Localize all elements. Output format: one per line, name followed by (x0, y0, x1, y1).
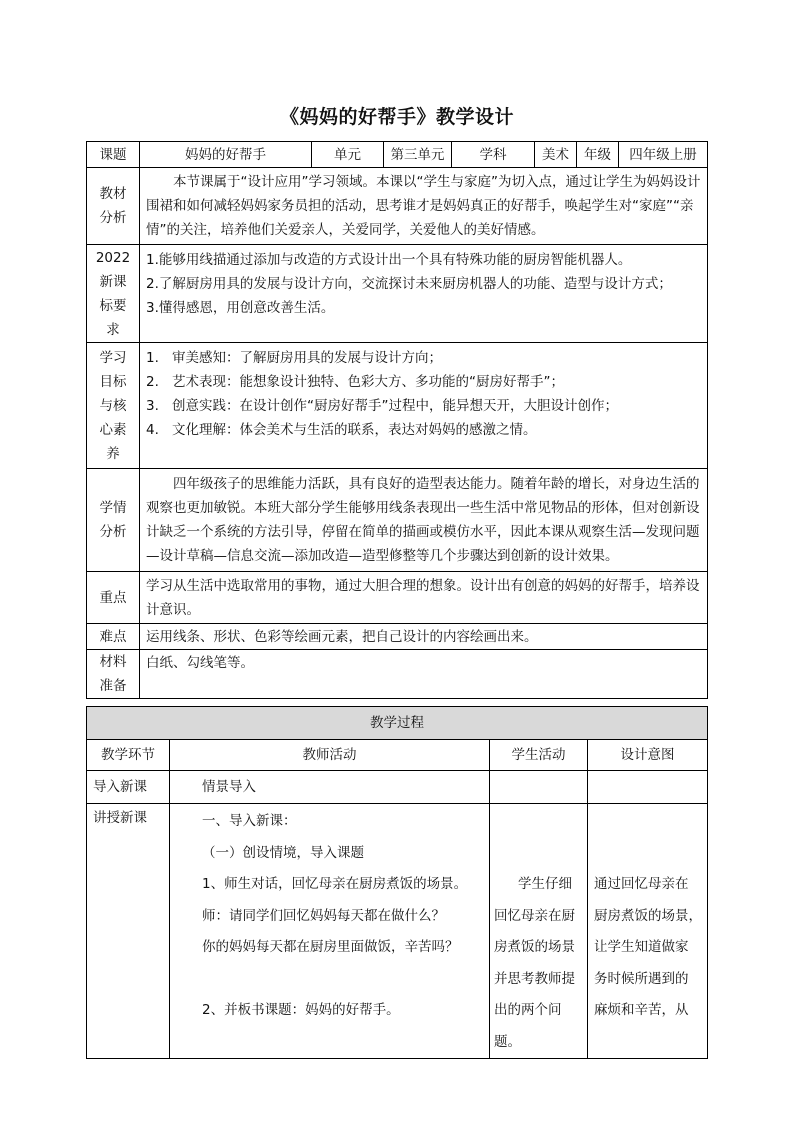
intent-line: 厨房煮饭的场景， (594, 907, 702, 924)
goal-item: 4. 文化理解：体会美术与生活的联系，表达对妈妈的感激之情。 (146, 422, 537, 438)
analysis-text: 本节课属于“设计应用”学习领域。本课以“学生与家庭”为切入点，通过让学生为妈妈设计围裙和如何减轻妈妈家务员担的活动，思考谁才是妈妈真正的好帮手，唤起学生对“家庭”“亲情”的关注，培养他们关爱亲人，关爱同学，关爱他人的美好情感。 (140, 168, 708, 245)
lecture-intent (588, 804, 708, 1059)
unit-value: 第三单元 (384, 142, 452, 168)
teacher-line: 一、导入新课： (202, 813, 297, 829)
intro-intent (588, 771, 708, 804)
intro-teacher: 情景导入 (170, 771, 490, 804)
lecture-student (490, 804, 588, 1059)
standards-list (140, 245, 708, 343)
goal-item: 1. 审美感知：了解厨房用具的发展与设计方向； (146, 350, 442, 366)
teacher-line: 师：请同学们回忆妈妈每天都在做什么？ (202, 907, 445, 924)
teacher-line: （一）创设情境，导入课题 (202, 844, 364, 861)
intent-line: 务时候所遇到的 (594, 970, 689, 987)
student-line: 并思考教师提 (494, 970, 575, 987)
standard-item: 3.懂得感恩，用创意改善生活。 (146, 300, 335, 316)
document-title: 《妈妈的好帮手》教学设计 (279, 106, 514, 128)
teacher-line (202, 964, 489, 996)
teaching-process-table (86, 706, 708, 1059)
student-line: 回忆母亲在厨 (494, 907, 575, 924)
standards-label: 2022 新课 标要 求 (87, 245, 140, 343)
goal-item: 2. 艺术表现：能想象设计独特、色彩大方、多功能的“厨房好帮手”； (146, 374, 564, 390)
standard-item: 1.能够用线描通过添加与改造的方式设计出一个具有特殊功能的厨房智能机器人。 (146, 252, 632, 268)
column-header-teacher: 教师活动 (170, 740, 490, 771)
teacher-line: 你的妈妈每天都在厨房里面做饭，辛苦吗？ (202, 939, 459, 955)
intro-student (490, 771, 588, 804)
lesson-value: 妈妈的好帮手 (140, 142, 312, 168)
materials-label: 材料 准备 (87, 650, 140, 699)
analysis-label: 教材 分析 (87, 168, 140, 245)
subject-value: 美术 (535, 142, 577, 168)
student-line: 学生仔细 (518, 876, 572, 892)
materials-text: 白纸、勾线笔等。 (140, 650, 708, 699)
learners-text: 四年级孩子的思维能力活跃，具有良好的造型表达能力。随着年龄的增长，对身边生活的观察也更加敏锐。本班大部分学生能够用线条表现出一些生活中常见物品的形体，但对创新设计缺乏一个系统的方法引导，停留在简单的描画或模仿水平，因此本课从观察生活—发现问题—设计草稿—信息交流—添加改造—造型修整等几个步骤达到创新的设计效果。 (140, 469, 708, 572)
lecture-teacher (170, 804, 490, 1059)
intro-stage: 导入新课 (87, 771, 170, 804)
column-header-stage: 教学环节 (87, 740, 170, 771)
goals-label: 学习 目标 与核 心素 养 (87, 343, 140, 469)
lesson-label: 课题 (87, 142, 140, 168)
student-line: 出的两个问题。 (494, 1002, 562, 1050)
subject-label: 学科 (452, 142, 535, 168)
lesson-info-table (86, 141, 708, 699)
goal-item: 3. 创意实践：在设计创作“厨房好帮手”过程中，能异想天开，大胆设计创作； (146, 398, 618, 414)
student-line: 房煮饭的场景 (494, 939, 575, 955)
key-points-label: 重点 (87, 572, 140, 624)
grade-value: 四年级上册 (619, 142, 708, 168)
goals-list (140, 343, 708, 469)
learners-label: 学情 分析 (87, 469, 140, 572)
column-header-intent: 设计意图 (588, 740, 708, 771)
intent-line: 麻烦和辛苦，从 (594, 1002, 689, 1018)
unit-label: 单元 (312, 142, 384, 168)
intent-line: 让学生知道做家 (594, 939, 689, 955)
intent-line: 通过回忆母亲在 (594, 876, 689, 892)
column-header-student: 学生活动 (490, 740, 588, 771)
teacher-line: 1、师生对话，回忆母亲在厨房煮饭的场景。 (202, 876, 468, 892)
standard-item: 2.了解厨房用具的发展与设计方向，交流探讨未来厨房机器人的功能、造型与设计方式； (146, 276, 672, 292)
teacher-line: 2、并板书课题：妈妈的好帮手。 (202, 1002, 400, 1018)
key-points-text: 学习从生活中选取常用的事物，通过大胆合理的想象。设计出有创意的妈妈的好帮手，培养设计意识。 (140, 572, 708, 624)
difficulties-label: 难点 (87, 624, 140, 650)
process-heading: 教学过程 (87, 707, 708, 740)
difficulties-text: 运用线条、形状、色彩等绘画元素，把自己设计的内容绘画出来。 (140, 624, 708, 650)
lecture-stage: 讲授新课 (87, 804, 170, 1059)
grade-label: 年级 (577, 142, 619, 168)
